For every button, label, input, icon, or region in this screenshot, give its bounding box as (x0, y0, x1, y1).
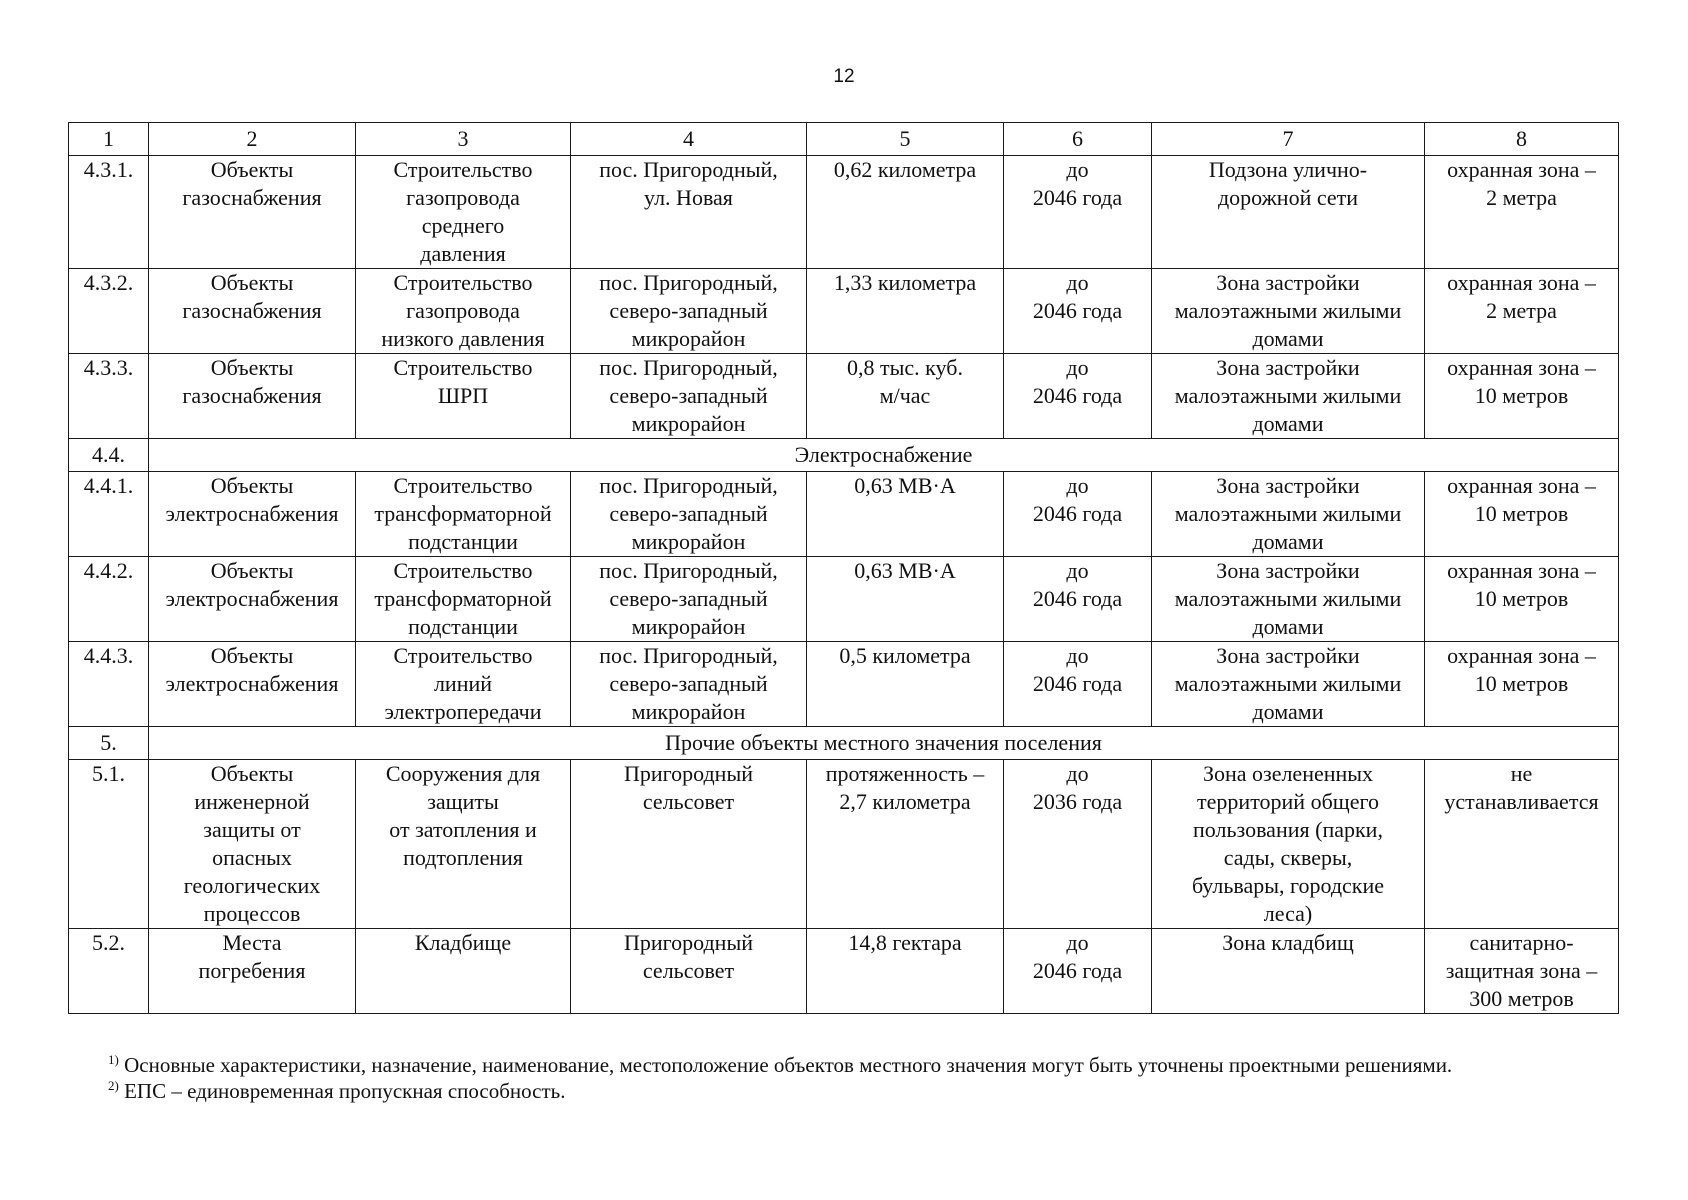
location-cell: пос. Пригородный, северо-западный микрорайон (571, 472, 807, 557)
header-cell: 5 (807, 123, 1004, 156)
column-number-row (69, 123, 1619, 156)
header-cell: 8 (1425, 123, 1619, 156)
table-row (69, 642, 1619, 727)
object-name-cell: Строительство ШРП (356, 354, 571, 439)
protection-zone-cell: охранная зона – 2 метра (1425, 156, 1619, 269)
deadline-cell: до 2046 года (1004, 642, 1152, 727)
object-type-cell: Объекты газоснабжения (149, 269, 356, 354)
header-cell: 2 (149, 123, 356, 156)
zone-cell: Зона застройки малоэтажными жилыми домами (1152, 269, 1425, 354)
zone-cell: Зона застройки малоэтажными жилыми домами (1152, 642, 1425, 727)
zone-cell: Зона кладбищ (1152, 929, 1425, 1014)
characteristic-cell: протяженность – 2,7 километра (807, 760, 1004, 929)
table-row (69, 557, 1619, 642)
zone-cell: Подзона улично- дорожной сети (1152, 156, 1425, 269)
zone-cell: Зона озелененных территорий общего пользования (парки, сады, скверы, бульвары, городские леса) (1152, 760, 1425, 929)
characteristic-cell: 1,33 километра (807, 269, 1004, 354)
section-number-cell: 5. (69, 727, 149, 760)
footnote-text: Основные характеристики, назначение, наименование, местоположение объектов местного значения могут быть уточнены проектными решениями. (124, 1053, 1453, 1077)
footnote-marker: 2) (108, 1078, 119, 1093)
footnotes (60, 1052, 1620, 1104)
section-row (69, 439, 1619, 472)
table-row (69, 472, 1619, 557)
infrastructure-table (68, 122, 1619, 1014)
row-number-cell: 5.1. (69, 760, 149, 929)
object-type-cell: Объекты газоснабжения (149, 156, 356, 269)
object-type-cell: Объекты инженерной защиты от опасных геологических процессов (149, 760, 356, 929)
zone-cell: Зона застройки малоэтажными жилыми домами (1152, 354, 1425, 439)
characteristic-cell: 14,8 гектара (807, 929, 1004, 1014)
deadline-cell: до 2036 года (1004, 760, 1152, 929)
characteristic-cell: 0,62 километра (807, 156, 1004, 269)
zone-cell: Зона застройки малоэтажными жилыми домами (1152, 557, 1425, 642)
protection-zone-cell: не устанавливается (1425, 760, 1619, 929)
object-type-cell: Места погребения (149, 929, 356, 1014)
row-number-cell: 4.4.1. (69, 472, 149, 557)
location-cell: Пригородный сельсовет (571, 760, 807, 929)
row-number-cell: 4.3.3. (69, 354, 149, 439)
protection-zone-cell: санитарно- защитная зона – 300 метров (1425, 929, 1619, 1014)
row-number-cell: 4.3.2. (69, 269, 149, 354)
table-row (69, 760, 1619, 929)
location-cell: пос. Пригородный, северо-западный микрорайон (571, 557, 807, 642)
protection-zone-cell: охранная зона – 2 метра (1425, 269, 1619, 354)
object-name-cell: Строительство газопровода низкого давления (356, 269, 571, 354)
header-cell: 6 (1004, 123, 1152, 156)
object-type-cell: Объекты электроснабжения (149, 557, 356, 642)
protection-zone-cell: охранная зона – 10 метров (1425, 472, 1619, 557)
object-name-cell: Строительство газопровода среднего давления (356, 156, 571, 269)
table-row (69, 929, 1619, 1014)
deadline-cell: до 2046 года (1004, 929, 1152, 1014)
characteristic-cell: 0,63 МВ·А (807, 557, 1004, 642)
section-title-cell: Электроснабжение (149, 439, 1619, 472)
object-name-cell: Сооружения для защиты от затопления и подтопления (356, 760, 571, 929)
protection-zone-cell: охранная зона – 10 метров (1425, 642, 1619, 727)
footnote (60, 1052, 1620, 1078)
deadline-cell: до 2046 года (1004, 156, 1152, 269)
location-cell: пос. Пригородный, ул. Новая (571, 156, 807, 269)
section-number-cell: 4.4. (69, 439, 149, 472)
header-cell: 7 (1152, 123, 1425, 156)
location-cell: пос. Пригородный, северо-западный микрорайон (571, 354, 807, 439)
location-cell: Пригородный сельсовет (571, 929, 807, 1014)
header-cell: 1 (69, 123, 149, 156)
protection-zone-cell: охранная зона – 10 метров (1425, 557, 1619, 642)
row-number-cell: 4.3.1. (69, 156, 149, 269)
location-cell: пос. Пригородный, северо-западный микрорайон (571, 269, 807, 354)
deadline-cell: до 2046 года (1004, 354, 1152, 439)
header-cell: 4 (571, 123, 807, 156)
section-row (69, 727, 1619, 760)
footnote-marker: 1) (108, 1052, 119, 1067)
location-cell: пос. Пригородный, северо-западный микрорайон (571, 642, 807, 727)
row-number-cell: 4.4.2. (69, 557, 149, 642)
object-name-cell: Строительство трансформаторной подстанции (356, 557, 571, 642)
object-type-cell: Объекты электроснабжения (149, 472, 356, 557)
characteristic-cell: 0,5 километра (807, 642, 1004, 727)
footnote (60, 1078, 1620, 1104)
object-name-cell: Строительство линий электропередачи (356, 642, 571, 727)
deadline-cell: до 2046 года (1004, 557, 1152, 642)
footnote-text: ЕПС – единовременная пропускная способность. (124, 1079, 566, 1103)
zone-cell: Зона застройки малоэтажными жилыми домами (1152, 472, 1425, 557)
object-type-cell: Объекты электроснабжения (149, 642, 356, 727)
section-title-cell: Прочие объекты местного значения поселения (149, 727, 1619, 760)
table-row (69, 354, 1619, 439)
row-number-cell: 5.2. (69, 929, 149, 1014)
protection-zone-cell: охранная зона – 10 метров (1425, 354, 1619, 439)
characteristic-cell: 0,63 МВ·А (807, 472, 1004, 557)
row-number-cell: 4.4.3. (69, 642, 149, 727)
deadline-cell: до 2046 года (1004, 269, 1152, 354)
header-cell: 3 (356, 123, 571, 156)
table-row (69, 156, 1619, 269)
characteristic-cell: 0,8 тыс. куб. м/час (807, 354, 1004, 439)
object-name-cell: Кладбище (356, 929, 571, 1014)
deadline-cell: до 2046 года (1004, 472, 1152, 557)
page-number: 12 (833, 66, 855, 87)
object-type-cell: Объекты газоснабжения (149, 354, 356, 439)
table-row (69, 269, 1619, 354)
object-name-cell: Строительство трансформаторной подстанции (356, 472, 571, 557)
